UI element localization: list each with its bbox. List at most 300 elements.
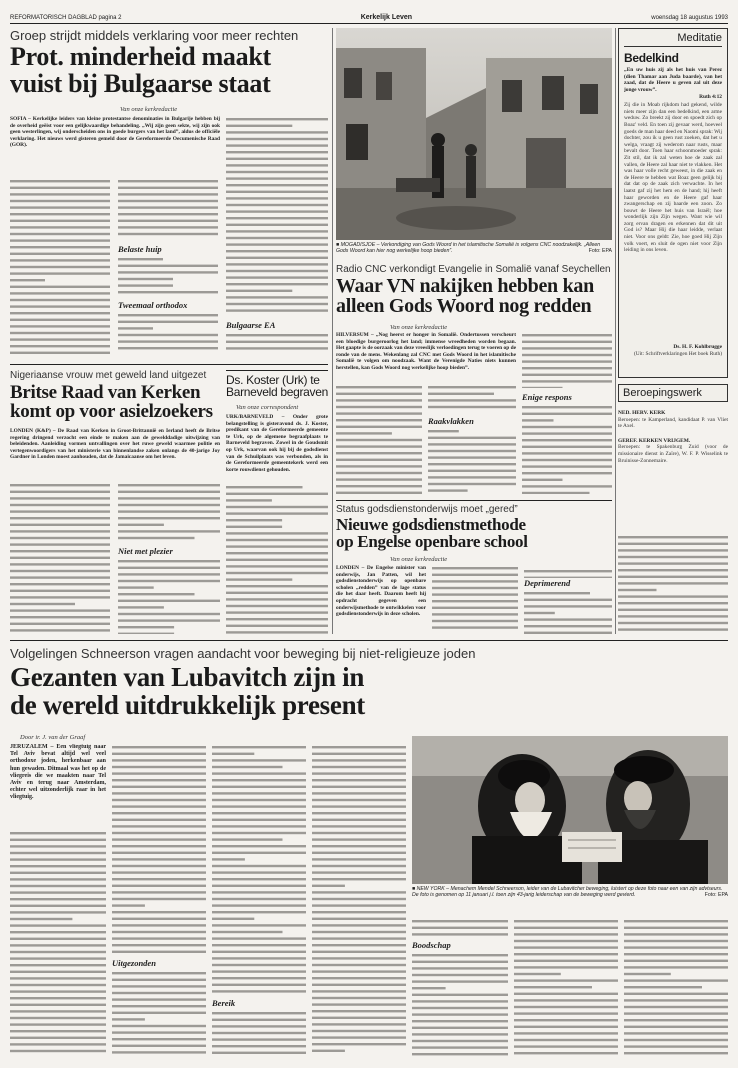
text-line xyxy=(226,118,328,120)
text-line xyxy=(118,206,218,208)
text-line xyxy=(112,1045,206,1047)
text-line xyxy=(336,465,422,467)
text-line xyxy=(118,600,220,602)
text-line xyxy=(212,1032,306,1034)
text-line xyxy=(10,997,106,999)
text-line-texture xyxy=(312,744,406,1056)
somalia-caption-text: MOGADISJOE – Verkondiging van Gods Woord in het islamitische Somalië is volgens CNC noodzakelijk. „Alleen Gods Woord kan hier nog werkelijke hoop bieden”. xyxy=(336,242,601,255)
text-line xyxy=(432,593,518,595)
text-line xyxy=(412,1040,508,1042)
text-line xyxy=(412,974,508,976)
text-line xyxy=(412,1020,508,1022)
text-line xyxy=(226,334,328,336)
bulgaria-col1-text xyxy=(10,178,110,354)
text-line xyxy=(10,590,110,592)
text-line xyxy=(522,452,612,454)
text-line xyxy=(428,470,516,472)
cnc-lead: HILVERSUM – „Nog heerst er honger in Somalië. Ondertussen verscheurt een bloedige burgeroorlog het land; immense wreedheden worden begaan. Het gaapte is de oorzaak van deze vreeslijk verloedingen terug te voeren op de ronde van de mens. Wekenlang zal CNC met Gods Woord in het islamitische Somalië te volgen om noodzaak. Want de Verenigde Naties niets kunnen herstellen, kan Gods Woord nog werkelijke hoop bieden”. xyxy=(336,332,516,371)
text-line xyxy=(226,217,328,219)
bulgaria-kicker: Groep strijdt middels verklaring voor meer rechten xyxy=(10,28,299,43)
meditatie-author-note: (Uit: Schriftverklaringen Het boek Ruth) xyxy=(633,350,722,357)
text-line xyxy=(10,1030,106,1032)
text-line xyxy=(312,819,406,821)
text-line xyxy=(514,966,618,968)
text-line xyxy=(618,622,728,624)
text-line xyxy=(10,292,110,294)
masthead-date: woensdag 18 augustus 1993 xyxy=(651,14,728,21)
text-line xyxy=(522,413,612,415)
text-line xyxy=(312,931,406,933)
text-line xyxy=(226,592,328,594)
meditatie-body: Zij die in Moab rijkdom had gekend, wilde niets meer zijn dan een bedelkind, een arme weduw. Zo breekt zij door en spoedt zich op Boaz' veld. En toen zij gevaar werd, hoeveel goeds de man haar deed en Naomi sprak: Wij dochter, zou ik u geen rust zoeken, dat het u welga, vraagt zij wederom naar rusts, maar bevalt door. Toen haar schoonmoeder sprak: Zit stil, dat ik zal weten hoe de zaak zal vallen, de Heere zal haar niet te vlakken. Het was haar volle recht geweest, in die zaak en de Heere te hebben wat Boaz geen gelijk bij dat dat op de zaak zich verwachte. In het laatst gaf zij het hem en de hand; hij heeft haar geworden en de Heere gaf haar zwangerschap en zij baarde een zoon. Zo bouwt de Heere het huis van Israël; hoe wonderlijk zijn Zijn wegen. Want wie wil zorg ervan dragen en erkennen dat dit uit God is? Maar Hij die haar leidde, verlaat niet. Voor ons geldt: Zie, hoe goed Hij Zijn volk voert, en sluit de ogen niet voor Zijn leiding in ons leven. xyxy=(624,102,722,254)
koster-body-text xyxy=(226,484,328,634)
text-line xyxy=(112,885,206,887)
text-line xyxy=(618,543,728,545)
koster-byline: Van onze correspondent xyxy=(236,404,299,411)
rule-koster-top xyxy=(226,370,328,371)
text-line xyxy=(226,341,328,343)
text-line xyxy=(312,1010,406,1012)
text-line xyxy=(312,832,406,834)
text-line-texture xyxy=(118,256,218,296)
lubavitch-col4-text xyxy=(312,744,406,1056)
text-line xyxy=(226,559,328,561)
text-line xyxy=(10,1017,106,1019)
text-line xyxy=(10,550,110,552)
text-line xyxy=(10,984,106,986)
text-line xyxy=(312,766,406,768)
text-line xyxy=(432,607,518,609)
text-line xyxy=(10,286,110,288)
bulgaria-headline xyxy=(10,44,328,97)
text-line xyxy=(112,937,206,939)
text-line xyxy=(412,1000,508,1002)
text-line xyxy=(618,556,728,558)
text-line xyxy=(522,419,554,421)
text-line xyxy=(10,312,110,314)
text-line xyxy=(624,960,728,962)
text-line xyxy=(10,1043,106,1045)
text-line xyxy=(10,878,106,880)
text-line xyxy=(212,970,306,972)
text-line xyxy=(312,865,406,867)
text-line xyxy=(10,246,110,248)
text-line-texture xyxy=(522,404,612,494)
text-line xyxy=(10,858,106,860)
text-line xyxy=(112,746,206,748)
text-line xyxy=(10,911,106,913)
school-col3-text-b xyxy=(524,590,612,634)
text-line xyxy=(112,1031,206,1033)
bulgaria-col3-text-a xyxy=(226,116,328,316)
text-line xyxy=(10,510,110,512)
text-line xyxy=(112,951,206,953)
text-line xyxy=(112,812,206,814)
text-line xyxy=(312,858,406,860)
bulgaria-col3-text-b xyxy=(226,332,328,354)
text-line xyxy=(118,233,218,235)
text-line xyxy=(514,1006,618,1008)
text-line xyxy=(212,753,254,755)
text-line-texture xyxy=(118,312,218,354)
text-line xyxy=(312,1017,406,1019)
text-line xyxy=(10,345,110,347)
text-line xyxy=(312,805,406,807)
text-line xyxy=(10,616,110,618)
text-line xyxy=(312,937,406,939)
text-line xyxy=(10,990,106,992)
somalia-caption xyxy=(336,242,612,262)
text-line xyxy=(522,492,590,494)
text-line-texture xyxy=(336,384,422,494)
text-line xyxy=(212,746,306,748)
text-line xyxy=(312,779,406,781)
text-line xyxy=(522,374,612,376)
text-line xyxy=(624,1006,728,1008)
text-line xyxy=(212,871,306,873)
text-line xyxy=(522,432,612,434)
text-line xyxy=(618,609,728,611)
text-line xyxy=(212,825,306,827)
text-line xyxy=(10,623,110,625)
text-line xyxy=(10,629,110,631)
meditatie-quote: „En uw huis zij als het huis van Perez (dien Thamar aan Juda baarde), van het zaad, dat de Heere u geven zal uit deze jonge vrouw”. xyxy=(624,67,722,94)
school-col2-text xyxy=(432,565,518,633)
text-line xyxy=(312,753,406,755)
text-line xyxy=(226,184,328,186)
text-line xyxy=(212,918,254,920)
somalia-photo-graphic xyxy=(336,28,612,240)
text-line xyxy=(226,565,328,567)
text-line xyxy=(10,504,110,506)
text-line xyxy=(112,852,206,854)
text-line xyxy=(336,445,422,447)
text-line xyxy=(514,1045,618,1047)
koster-kicker: Ds. Koster (Urk) te Barneveld begraven xyxy=(226,373,329,400)
nigeria-lead: LONDEN (K&P) – De Raad van Kerken in Groot-Brittannië en Ierland heeft de Britse regering dringend verzocht een einde te maken aan de gewelddadige uitwijzing van beleidenden. Aanleiding vormen untvallingen over het ruwe geweld waarmee politie en vertegenwoordigers van het ministerie van binnenlandse zaken onlangs de 40-jarige Joy Gardner in Londen moest aanhouden, dat de Jamaicaanse om het leven. xyxy=(10,428,220,461)
text-line xyxy=(312,990,406,992)
lubavitch-col3-text-b xyxy=(212,1010,306,1056)
text-line xyxy=(212,1052,306,1054)
text-line xyxy=(118,226,218,228)
text-line xyxy=(514,973,561,975)
text-line xyxy=(10,832,106,834)
text-line xyxy=(336,478,422,480)
nigeria-headline xyxy=(10,383,220,422)
text-line xyxy=(624,999,728,1001)
text-line xyxy=(112,838,206,840)
text-line xyxy=(118,580,220,582)
text-line xyxy=(112,799,206,801)
bulgaria-headline-line2: vuist bij Bulgaarse staat xyxy=(10,68,271,98)
bulgaria-sub1: Belaste huip xyxy=(118,244,162,254)
text-line xyxy=(112,819,206,821)
bulgaria-headline-line1: Prot. minderheid maakt xyxy=(10,42,271,71)
text-line-texture xyxy=(118,558,220,634)
masthead-left: REFORMATORISCH DAGBLAD pagina 2 xyxy=(10,14,122,21)
text-line xyxy=(226,210,328,212)
text-line xyxy=(514,946,618,948)
text-line xyxy=(10,233,110,235)
text-line xyxy=(312,825,406,827)
text-line xyxy=(118,314,218,316)
newyork-photo xyxy=(412,736,728,884)
text-line xyxy=(522,341,612,343)
beroepingswerk-box xyxy=(618,384,728,634)
text-line xyxy=(112,931,206,933)
lubavitch-byline: Door ir. J. van der Graaf xyxy=(20,734,86,741)
text-line-texture xyxy=(522,332,612,388)
text-line xyxy=(212,786,306,788)
text-line xyxy=(10,187,110,189)
text-line xyxy=(10,931,106,933)
text-line xyxy=(226,131,328,133)
nigeria-sub1: Niet met plezier xyxy=(118,546,173,556)
text-line xyxy=(112,865,206,867)
text-line xyxy=(10,872,106,874)
text-line xyxy=(112,998,206,1000)
text-line xyxy=(212,898,306,900)
text-line xyxy=(118,619,220,621)
text-line xyxy=(10,239,110,241)
text-line-texture xyxy=(10,178,110,354)
text-line xyxy=(522,439,612,441)
text-line xyxy=(514,1026,618,1028)
rule-under-bulgaria xyxy=(10,364,328,365)
koster-lead: URK/BARNEVELD – Onder grote belangstelling is gisteravond ds. J. Koster, predikant van de Gereformeerde gemeente te Urk, op de algemene begraafplaats te Barneveld begraven. Zowel in de Goudsmit op Urk, waarvan ook hij bij de godsdienst van de Schuilplaats was verbonden, als in de Gereformeerde gemeentekerk werd een korte rouwdienst gehouden. xyxy=(226,414,328,473)
text-line xyxy=(226,631,328,633)
text-line xyxy=(312,964,406,966)
text-line xyxy=(522,354,612,356)
lubavitch-col5-text-b xyxy=(412,952,508,1056)
text-line xyxy=(212,852,306,854)
text-line xyxy=(412,1046,508,1048)
rule-school-top xyxy=(336,500,612,501)
text-line xyxy=(226,506,328,508)
text-line xyxy=(336,386,422,388)
text-line xyxy=(522,479,563,481)
text-line xyxy=(118,573,220,575)
school-sub1: Deprimerend xyxy=(524,578,571,588)
text-line xyxy=(514,953,618,955)
text-line-texture xyxy=(524,568,612,578)
cnc-col3-text-b xyxy=(522,404,612,494)
text-line xyxy=(10,180,110,182)
text-line xyxy=(226,224,328,226)
text-line xyxy=(118,334,218,336)
text-line xyxy=(112,766,206,768)
text-line xyxy=(412,1053,508,1055)
caption-bullet-icon: ■ xyxy=(336,242,341,248)
text-line xyxy=(10,977,106,979)
bulgaria-col2 xyxy=(118,178,218,354)
text-line xyxy=(112,786,206,788)
text-line xyxy=(624,993,728,995)
text-line xyxy=(226,585,328,587)
text-line-texture xyxy=(412,952,508,1056)
text-line xyxy=(336,452,422,454)
text-line xyxy=(212,1019,306,1021)
text-line xyxy=(118,497,220,499)
text-line xyxy=(118,347,218,349)
text-line xyxy=(514,933,618,935)
school-kicker: Status godsdienstonderwijs moet „gered” xyxy=(336,504,518,515)
text-line xyxy=(226,347,328,349)
text-line xyxy=(336,485,422,487)
text-line xyxy=(624,1012,728,1014)
text-line xyxy=(10,865,106,867)
text-line xyxy=(312,786,406,788)
text-line xyxy=(118,340,218,342)
text-line xyxy=(112,878,206,880)
bulgaria-byline: Van onze kerkredactie xyxy=(120,106,178,113)
text-line xyxy=(524,605,612,607)
newyork-photo-graphic xyxy=(412,736,728,884)
text-line xyxy=(412,1033,508,1035)
text-line xyxy=(336,412,422,414)
text-line xyxy=(10,1023,106,1025)
text-line xyxy=(226,526,282,528)
bulgaria-col2-text-b xyxy=(118,256,218,296)
text-line xyxy=(226,493,328,495)
text-line xyxy=(312,1030,406,1032)
text-line xyxy=(112,1005,206,1007)
text-line xyxy=(212,1025,306,1027)
text-line xyxy=(432,626,518,628)
text-line xyxy=(112,858,206,860)
lubavitch-kicker: Volgelingen Schneerson vragen aandacht voor beweging bij niet-religieuze joden xyxy=(10,646,476,661)
bulgaria-sub3: Bulgaarse EA xyxy=(226,320,276,330)
text-line xyxy=(212,766,283,768)
text-line xyxy=(336,393,422,395)
text-line xyxy=(118,265,218,267)
text-line xyxy=(10,957,106,959)
text-line xyxy=(112,898,206,900)
text-line xyxy=(524,625,612,627)
text-line xyxy=(428,463,516,465)
text-line xyxy=(428,450,516,452)
text-line xyxy=(10,332,110,334)
rule-lubavitch-top xyxy=(10,640,728,641)
text-line xyxy=(118,606,164,608)
text-line xyxy=(10,951,106,953)
text-line xyxy=(10,213,110,215)
text-line xyxy=(522,360,612,362)
text-line xyxy=(226,605,328,607)
nigeria-kicker: Nigeriaanse vrouw met geweld land uitgezet xyxy=(10,370,207,381)
nigeria-headline-line2: komt op voor asielzoekers xyxy=(10,401,213,423)
text-line xyxy=(118,613,220,615)
text-line xyxy=(312,799,406,801)
text-line xyxy=(428,406,516,408)
beroep-continuation-text xyxy=(618,534,728,634)
text-line xyxy=(226,171,328,173)
text-line xyxy=(118,504,220,506)
text-line xyxy=(412,954,508,956)
bulgaria-lead: SOFIA – Kerkelijke leiders van kleine protestantse denominaties in Bulgarije hebben bij de overheid geëist voor een gelijkwaardige behandeling. „Wij zijn geen sekte, wij zijn ook geen westerlingen, wij onderscheiden ons in goede burgers van het land”, aldus de officiële verklaring. Het nieuws werd gisteren gemeld door de Gereformeerde Oecumenische Raad (GOR). xyxy=(10,116,220,149)
text-line xyxy=(226,191,328,193)
text-line xyxy=(212,1038,306,1040)
text-line xyxy=(10,1004,106,1006)
text-line xyxy=(522,485,612,487)
text-line xyxy=(412,1013,508,1015)
beroep-church-1: NED. HERV. KERK xyxy=(618,410,666,416)
text-line xyxy=(118,220,218,222)
text-line xyxy=(514,986,592,988)
text-line xyxy=(226,138,328,140)
beroep-church-2: GEREF. KERKEN VRIJGEM. xyxy=(618,437,691,444)
text-line xyxy=(10,259,110,261)
text-line xyxy=(432,600,518,602)
text-line xyxy=(618,615,728,617)
text-line xyxy=(412,1007,508,1009)
text-line xyxy=(514,1012,618,1014)
text-line xyxy=(624,973,671,975)
text-line xyxy=(312,871,406,873)
text-line xyxy=(624,920,728,922)
lubavitch-col5-text-a xyxy=(412,918,508,936)
lubavitch-headline-line1: Gezanten van Lubavitch zijn in xyxy=(10,662,365,692)
text-line-texture xyxy=(432,565,518,633)
text-line xyxy=(10,918,72,920)
text-line xyxy=(428,456,516,458)
text-line xyxy=(428,399,516,401)
meditatie-ref: Ruth 4:12 xyxy=(699,93,722,100)
text-line xyxy=(118,586,154,588)
text-line xyxy=(212,838,283,840)
text-line xyxy=(312,838,406,840)
text-line-texture xyxy=(412,918,508,936)
text-line-texture xyxy=(226,116,328,316)
text-line xyxy=(522,334,612,336)
text-line xyxy=(226,296,328,298)
text-line xyxy=(10,206,110,208)
text-line xyxy=(10,325,110,327)
lubavitch-col7-text xyxy=(624,918,728,1056)
text-line xyxy=(118,491,220,493)
text-line xyxy=(312,944,406,946)
text-line xyxy=(212,990,306,992)
text-line-texture xyxy=(428,384,516,412)
text-line xyxy=(412,961,508,963)
masthead-section: Kerkelijk Leven xyxy=(360,14,413,21)
text-line xyxy=(112,772,206,774)
text-line xyxy=(10,938,106,940)
text-line xyxy=(524,618,612,620)
text-line xyxy=(10,596,110,598)
caption-bullet-icon: ■ xyxy=(412,886,417,892)
text-line xyxy=(312,759,406,761)
text-line xyxy=(10,338,110,340)
text-line xyxy=(624,979,728,981)
text-line xyxy=(212,878,306,880)
text-line xyxy=(226,611,328,613)
text-line xyxy=(212,937,306,939)
cnc-sub2: Enige respons xyxy=(522,392,572,402)
text-line xyxy=(10,299,110,301)
school-byline: Van onze kerkredactie xyxy=(390,556,448,563)
text-line xyxy=(522,465,612,467)
text-line xyxy=(212,805,306,807)
text-line xyxy=(312,997,406,999)
text-line xyxy=(226,539,328,541)
text-line xyxy=(212,865,306,867)
text-line xyxy=(312,898,406,900)
text-line xyxy=(10,537,110,539)
school-headline-line2: op Engelse openbare school xyxy=(336,532,528,552)
text-line xyxy=(428,430,459,432)
text-line xyxy=(312,970,406,972)
